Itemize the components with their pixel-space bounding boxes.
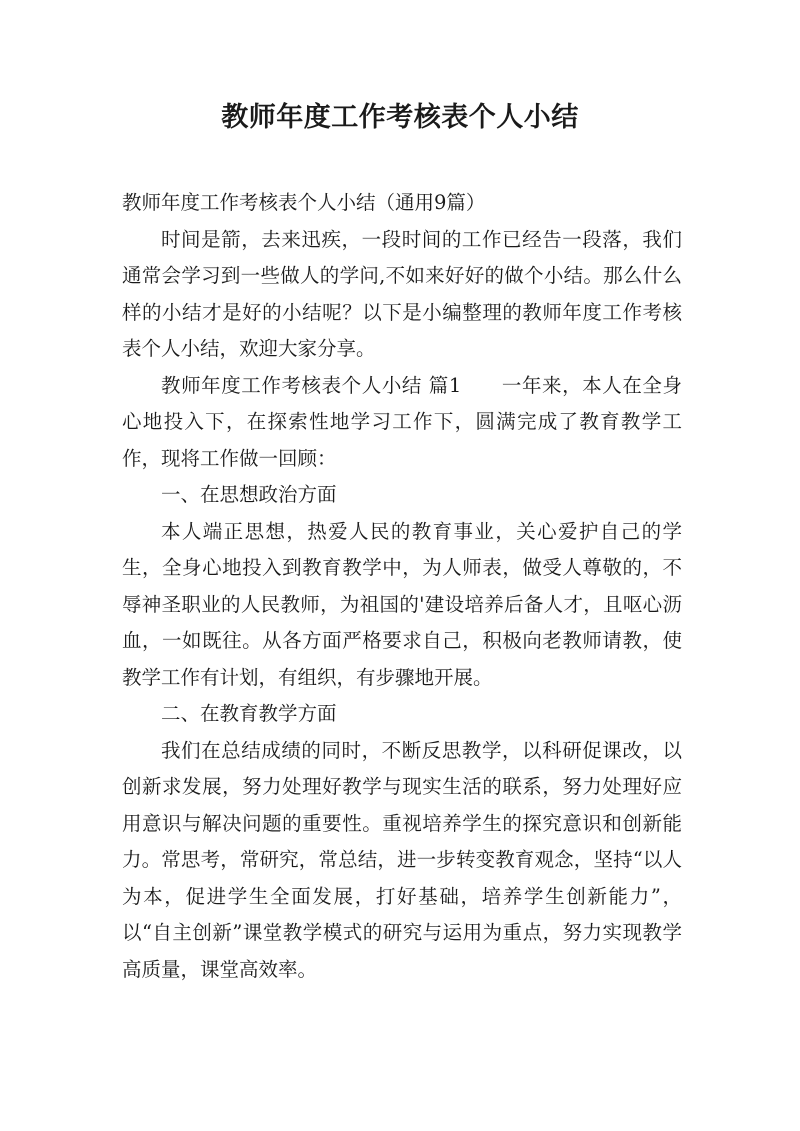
intro-paragraph: 时间是箭，去来迅疾，一段时间的工作已经告一段落，我们通常会学习到一些做人的学问,不如来好好的做个小结。那么什么样的小结才是好的小结呢？以下是小编整理的教师年度工作考核表个人小结，欢迎大家分享。	[122, 227, 682, 360]
document-subtitle: 教师年度工作考核表个人小结（通用9篇）	[122, 191, 486, 214]
document-title: 教师年度工作考核表个人小结	[221, 102, 579, 133]
section-heading-politics: 一、在思想政治方面	[161, 483, 337, 506]
document-body	[122, 185, 682, 988]
section-body-teaching: 我们在总结成绩的同时，不断反思教学，以科研促课改，以创新求发展，努力处理好教学与现实生活的联系，努力处理好应用意识与解决问题的重要性。重视培养学生的探究意识和创新能力。常思考，常研究，常总结，进一步转变教育观念，坚持“以人为本，促进学生全面发展，打好基础，培养学生创新能力”，以“自主创新”课堂教学模式的研究与运用为重点，努力实现教学高质量，课堂高效率。	[122, 738, 682, 981]
section-body-politics: 本人端正思想，热爱人民的教育事业，关心爱护自己的学生，全身心地投入到教育教学中，为人师表，做受人尊敬的，不辱神圣职业的人民教师，为祖国的'建设培养后备人才，且呕心沥血，一如既往。从各方面严格要求自己，积极向老教师请教，使教学工作有计划，有组织，有步骤地开展。	[122, 519, 682, 689]
article-heading: 教师年度工作考核表个人小结 篇1	[161, 373, 462, 397]
article-opening-paragraph	[122, 368, 682, 478]
article-lead: 一年来，本人在全身心地投入下，在探索性地学习工作下，圆满完成了教育教学工作，现将工作做一回顾：	[122, 373, 682, 470]
section-heading-teaching: 二、在教育教学方面	[161, 702, 337, 725]
